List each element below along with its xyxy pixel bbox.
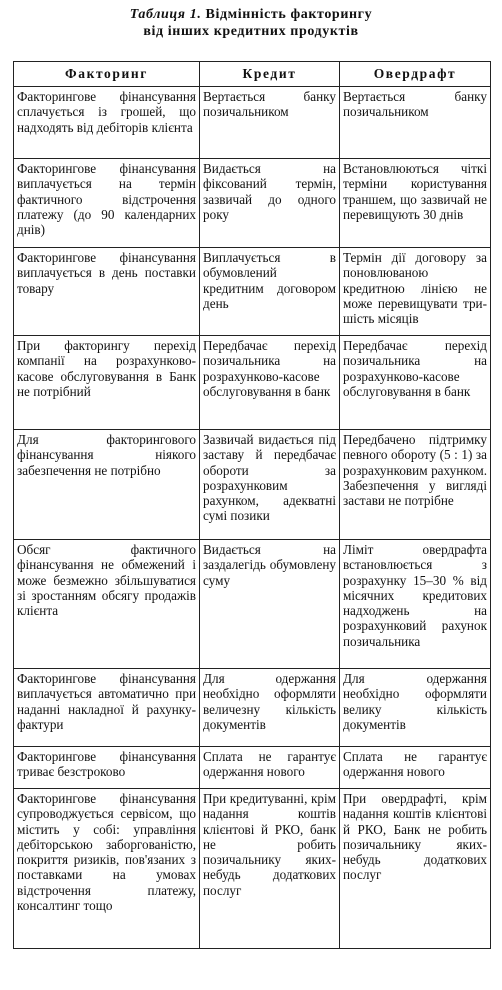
header-overdraft: Овердрафт — [340, 62, 491, 87]
cell-overdraft: Передбачено підтримку певного обороту (5 : 1) за розрахунковим рахунком. Забезпечення у вигляді застави не потрібне — [340, 430, 491, 540]
comparison-table — [13, 61, 491, 949]
cell-factoring: Для факторингового фінансування ніякого забезпечення не потрібно — [14, 430, 200, 540]
cell-overdraft: Сплата не гарантує одержання нового — [340, 747, 491, 789]
header-credit: Кредит — [200, 62, 340, 87]
cell-overdraft: При овердрафті, крім надання коштів клієнтові й РКО, Банк не робить позичальнику яких-небудь додаткових послуг — [340, 789, 491, 949]
cell-overdraft: Ліміт овердрафта встановлюється з розрахунку 15–30 % від місячних кредитових надходжень на розрахунковий рахунок позичальника — [340, 540, 491, 669]
cell-credit: Передбачає перехід позичальника на розрахунково-касове обслуговування в банк — [200, 336, 340, 430]
table-row — [14, 87, 491, 159]
cell-factoring: Факторингове фінансування виплачується автоматично при наданні накладної й рахунку-фактури — [14, 669, 200, 747]
table-row — [14, 336, 491, 430]
cell-credit: При кредитуванні, крім надання коштів клієнтові й РКО, банк не робить позичальнику яких-небудь додаткових послуг — [200, 789, 340, 949]
caption-text-2: від інших кредитних продуктів — [143, 24, 359, 39]
header-factoring: Факторинг — [14, 62, 200, 87]
table-row — [14, 669, 491, 747]
cell-factoring: Факторингове фінансування виплачується на термін фактичного відстрочення платежу (до 90 календарних днів) — [14, 159, 200, 248]
caption-line-1 — [0, 6, 502, 23]
cell-factoring: Обсяг фактичного фінансування не обмежений і може безмежно збільшуватися зі зростанням обсягу продажів клієнта — [14, 540, 200, 669]
cell-overdraft: Для одержання необхідно оформляти велику кількість документів — [340, 669, 491, 747]
cell-factoring: Факторингове фінансування сплачується із грошей, що надходять від дебіторів клієнта — [14, 87, 200, 159]
caption-label: Таблиця 1. — [129, 7, 202, 22]
cell-credit: Сплата не гарантує одержання нового — [200, 747, 340, 789]
cell-overdraft: Встановлюються чіткі терміни користування траншем, що зазвичай не перевищують 30 днів — [340, 159, 491, 248]
cell-overdraft: Передбачає перехід позичальника на розрахунково-касове обслуговування в банк — [340, 336, 491, 430]
table-row — [14, 430, 491, 540]
cell-credit: Видається на заздалегідь обумовлену суму — [200, 540, 340, 669]
header-row — [14, 62, 491, 87]
cell-factoring: При факторингу перехід компанії на розрахунково-касове обслуговування в Банк не потрібний — [14, 336, 200, 430]
table-row — [14, 789, 491, 949]
table-row — [14, 248, 491, 336]
cell-credit: Для одержання необхідно оформляти величезну кількість документів — [200, 669, 340, 747]
table-row — [14, 747, 491, 789]
cell-factoring: Факторингове фінансування триває безстроково — [14, 747, 200, 789]
cell-overdraft: Вертається банку позичальником — [340, 87, 491, 159]
table-row — [14, 159, 491, 248]
cell-factoring: Факторингове фінансування виплачується в день поставки товару — [14, 248, 200, 336]
cell-credit: Вертається банку позичальником — [200, 87, 340, 159]
cell-overdraft: Термін дії договору за поновлюваною кредитною лінією не може перевищувати три-шість місяців — [340, 248, 491, 336]
caption-text-1: Відмінність факторингу — [205, 7, 373, 22]
cell-credit: Зазвичай видається під заставу й передбачає обороти за розрахунковим рахунком, адекватні сумі позики — [200, 430, 340, 540]
cell-factoring: Факторингове фінансування супроводжується сервісом, що містить у собі: управління дебіторською заборгованістю, покриття ризиків, пов'язаних з поставками на умовах відстрочення платежу, консалтинг тощо — [14, 789, 200, 949]
cell-credit: Видається на фіксований термін, зазвичай до одного року — [200, 159, 340, 248]
cell-credit: Виплачується в обумовлений кредитним договором день — [200, 248, 340, 336]
table-row — [14, 540, 491, 669]
table-caption — [0, 6, 502, 46]
